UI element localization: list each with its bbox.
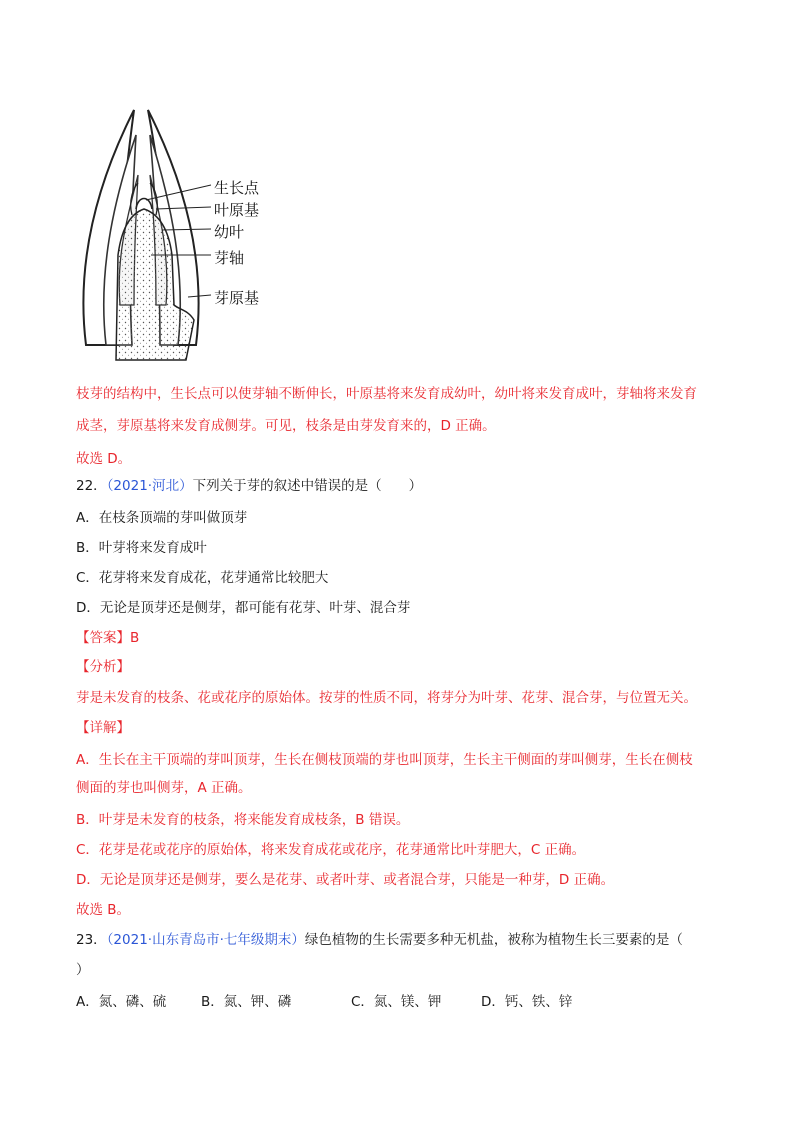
q23-stem-end: ） <box>76 962 90 978</box>
q21-conclusion: 故选 D。 <box>76 451 132 467</box>
q22-option-d: D．无论是顶芽还是侧芽，都可能有花芽、叶芽、混合芽 <box>76 600 411 616</box>
q22-source: （2021·河北） <box>106 478 193 494</box>
q22-answer: 【答案】B <box>76 630 140 646</box>
q23-stem <box>76 930 683 950</box>
bud-structure-figure <box>76 105 306 370</box>
q21-explanation-line-2: 成茎，芽原基将来发育成侧芽。可见，枝条是由芽发育来的，D 正确。 <box>76 418 496 434</box>
bud-diagram <box>76 105 306 370</box>
q22-analysis-label: 【分析】 <box>76 659 130 675</box>
q23-option-b: B．氮、钾、磷 <box>201 994 292 1010</box>
q23-source: （2021·山东青岛市·七年级期末） <box>106 932 305 948</box>
q23-question: 绿色植物的生长需要多种无机盐，被称为植物生长三要素的是（ <box>304 932 683 948</box>
q22-option-c: C．花芽将来发育成花，花芽通常比较肥大 <box>76 570 329 586</box>
q23-option-a: A．氮、磷、硫 <box>76 994 167 1010</box>
q22-stem <box>76 476 422 496</box>
q23-number: 23． <box>76 932 107 948</box>
q22-conclusion: 故选 B。 <box>76 902 131 918</box>
q23-option-d: D．钙、铁、锌 <box>481 994 573 1010</box>
q22-detail-line: 侧面的芽也叫侧芽，A 正确。 <box>76 780 252 796</box>
q22-detail-line: D．无论是顶芽还是侧芽，要么是花芽、或者叶芽、或者混合芽，只能是一种芽，D 正确。 <box>76 872 615 888</box>
q22-question: 下列关于芽的叙述中错误的是（ ） <box>192 478 423 494</box>
q22-option-b: B．叶芽将来发育成叶 <box>76 540 207 556</box>
q22-analysis-text: 芽是未发育的枝条、花或花序的原始体。按芽的性质不同，将芽分为叶芽、花芽、混合芽，与位置无关。 <box>76 690 697 706</box>
q22-number: 22． <box>76 478 107 494</box>
q22-option-a: A．在枝条顶端的芽叫做顶芽 <box>76 510 248 526</box>
q23-option-c: C．氮、镁、钾 <box>351 994 442 1010</box>
q22-detail-line: C．花芽是花或花序的原始体，将来发育成花或花序，花芽通常比叶芽肥大，C 正确。 <box>76 842 586 858</box>
label-young-leaf: 幼叶 <box>214 223 245 241</box>
q22-detail-line: A．生长在主干顶端的芽叫顶芽，生长在侧枝顶端的芽也叫顶芽，生长主干侧面的芽叫侧芽，生长在侧枝 <box>76 752 693 768</box>
q22-detail-label: 【详解】 <box>76 720 130 736</box>
label-leaf-primordium: 叶原基 <box>214 201 260 219</box>
q21-explanation-line-1: 枝芽的结构中，生长点可以使芽轴不断伸长，叶原基将来发育成幼叶，幼叶将来发育成叶，芽轴将来发育 <box>76 386 697 402</box>
q22-detail-line: B．叶芽是未发育的枝条，将来能发育成枝条，B 错误。 <box>76 812 410 828</box>
label-bud-axis: 芽轴 <box>214 249 245 267</box>
label-bud-primordium: 芽原基 <box>214 289 260 307</box>
label-growing-point: 生长点 <box>214 179 260 197</box>
